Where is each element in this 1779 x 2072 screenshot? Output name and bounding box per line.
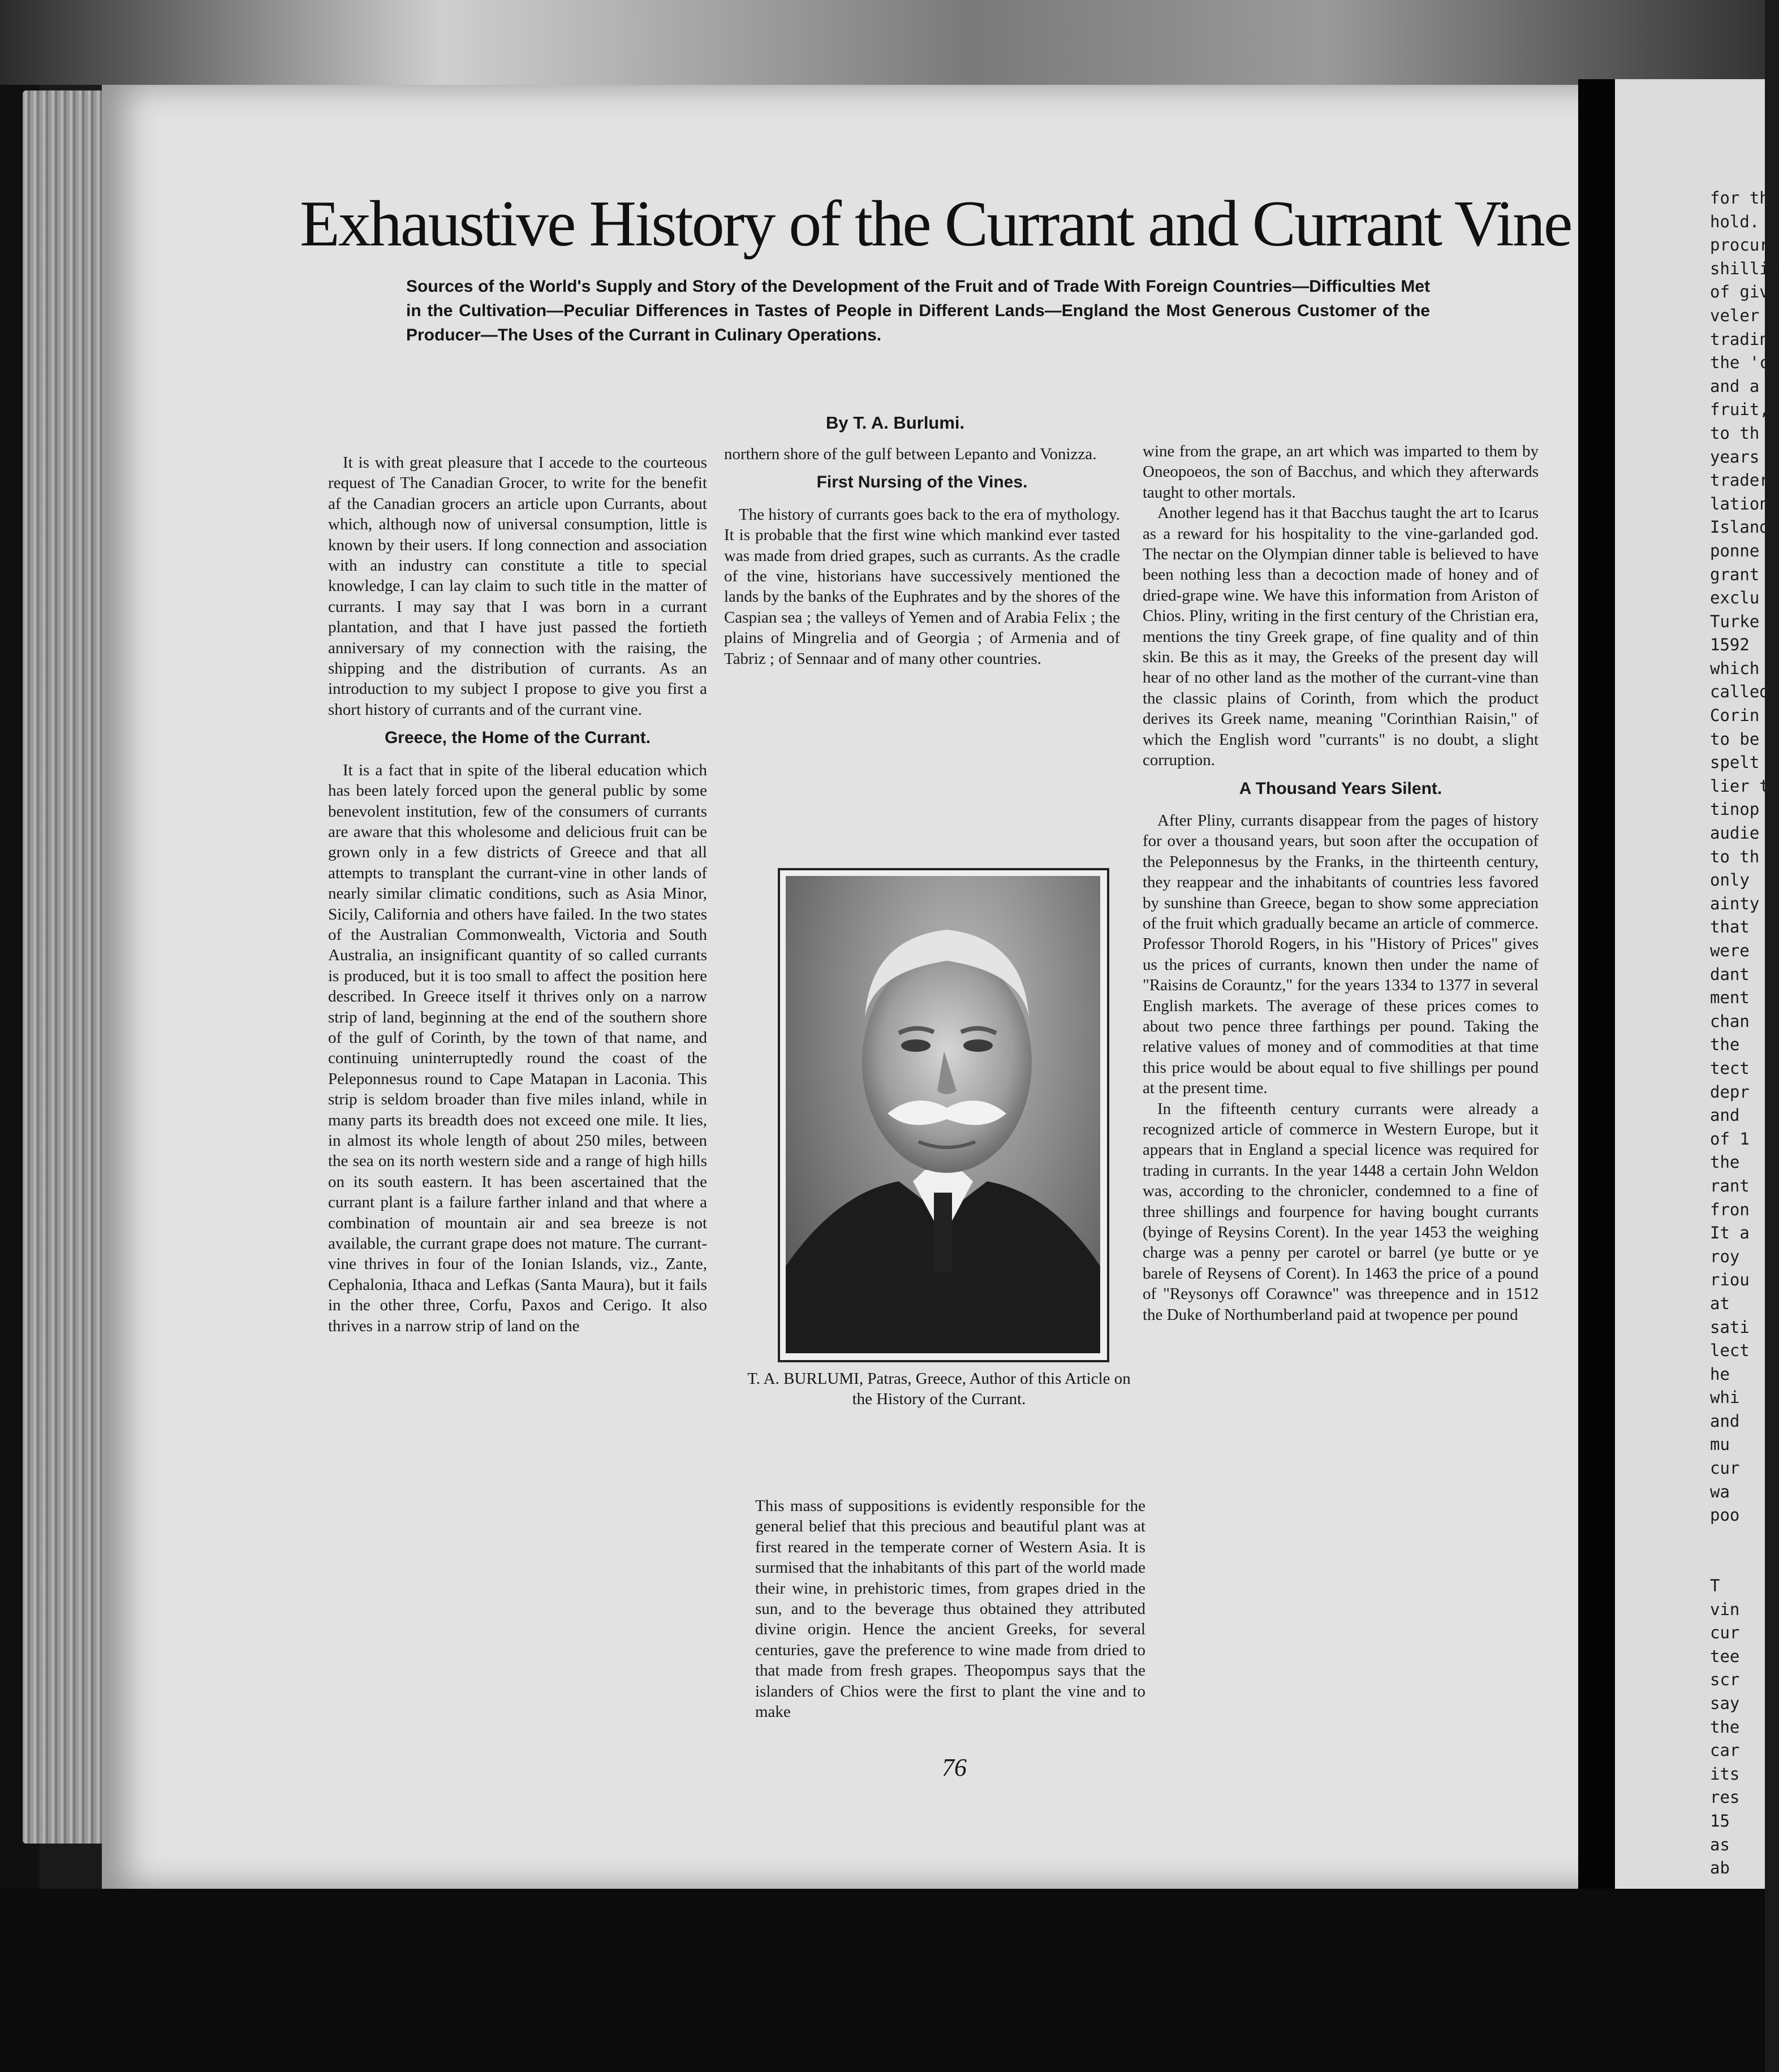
column-3 — [1143, 441, 1539, 1325]
section-heading: Greece, the Home of the Currant. — [384, 728, 651, 748]
article-headline: Exhaustive History of the Currant and Currant Vine — [300, 188, 1571, 260]
paragraph: In the fifteenth century currants were already a recognized article of commerce in Western Europe, but it appears that in England a special licence was required for trading in currants. In the year 1448 a certain John Weldon was, according to the chronicler, condemned to a fine of three shillings and fourpence for having bought currants (byinge of Reysins Corent). In the year 1453 the weighing charge was a penny per carotel or barrel (ye butte or ye barele of Reysens of Corent). In 1463 the price of a pound of "Reysonys off Corawnce" was threepence and in 1512 the Duke of Northumberland paid at twopence per pound — [1143, 1099, 1539, 1324]
photo-caption: T. A. BURLUMI, Patras, Greece, Author of this Article on the History of the Currant. — [747, 1370, 1131, 1408]
article-byline: By T. A. Burlumi. — [826, 413, 965, 433]
paragraph: northern shore of the gulf between Lepanto and Vonizza. — [724, 445, 1097, 463]
scan-background-bottom — [0, 1889, 1765, 2072]
portrait-illustration — [786, 876, 1100, 1353]
paragraph: This mass of suppositions is evidently responsible for the general belief that this precious and beautiful plant was at first reared in the temperate corner of Western Asia. It is surmised that the inhabitants of this part of the world made their wine, in prehistoric times, from grapes dried in the sun, and to the beverage thus obtained they attributed divine origin. Hence the ancient Greeks, for several centuries, gave the preference to wine made from dried to that made from fresh grapes. Theopompus says that the islanders of Chios were the first to plant the vine and to make — [755, 1497, 1145, 1721]
article-subheadline: Sources of the World's Supply and Story of the Development of the Fruit and of Trade With Foreign Countries—Difficulties Met in the Cultivation—Peculiar Differences in Tastes of People in Different Lands—England the Most Generous Customer of the Producer—The Uses of the Currant in Culinary Operations. — [406, 277, 1430, 344]
paragraph: After Pliny, currants disappear from the pages of history for over a thousand years, but soon after the occupation of the Peleponnesus by the Franks, in the thirteenth century, they reappear and the inhabitants of countries less favored by sunshine than Greece, began to show some appreciation of the fruit which gradually became an article of commerce. Professor Thorold Rogers, in his "History of Prices" gives us the prices of currants, known then under the name of "Raisins de Corauntz," for the years 1334 to 1377 in several English markets. The average of these prices comes to about two pence three farthings per pound. Taking the relative values of money and of commodities at that time this price would be about equal to five shillings per pound at the present time. — [1143, 811, 1539, 1098]
facing-page — [1615, 79, 1779, 1917]
paragraph: wine from the grape, an art which was imparted to them by Oneopoeos, the son of Bacchus, and which they afterwards taught to other mortals. — [1143, 442, 1539, 502]
column-1 — [328, 452, 707, 1336]
portrait-photo-frame — [778, 868, 1109, 1362]
section-heading: First Nursing of the Vines. — [816, 473, 1028, 492]
paragraph: Another legend has it that Bacchus taught the art to Icarus as a reward for his hospitality to the vine-garlanded god. The nectar on the Olympian dinner table is believed to have been nothing less than a decoction made of honey and of dried-grape wine. We have this information from Ariston of Chios. Pliny, writing in the first century of the Christian era, mentions the tiny Greek grape, of fine quality and of thin skin. Be this as it may, the Greeks of the present day will hear of no other land as the mother of the currant-vine than the classic plains of Corinth, from which the product derives its Greek name, meaning "Corinthian Raisin," of which the English word "currants" is no doubt, a slight corruption. — [1143, 504, 1539, 770]
page-number: 76 — [942, 1754, 967, 1781]
author-portrait-photo — [786, 876, 1100, 1353]
paragraph: It is a fact that in spite of the liberal education which has been lately forced upon the general public by some benevolent institution, few of the consumers of currants are aware that this wholesome and delicious fruit can be grown only in a few districts of Greece and that all attempts to transplant the currant-vine in other lands of nearly similar climatic conditions, such as Asia Minor, Sicily, California and others have failed. In the two states of the Australian Commonwealth, Victoria and South Australia, an insignificant quantity of so called currants is produced, but it is too small to affect the position here described. In Greece itself it thrives only on a narrow strip of land, beginning at the end of the southern shore of the gulf of Corinth, by the town of that name, and continuing uninterruptedly round the coast of the Peleponnesus round to Cape Matapan in Laconia. This strip is seldom broader than five miles inland, while in many parts its breadth does not exceed one mile. It lies, in almost its whole length of about 250 miles, between the sea on its north western side and a range of high hills on its south eastern. It has been ascertained that the currant plant is a failure farther inland and that where a combination of mountain air and sea breeze is not available, the currant grape does not mature. The currant-vine thrives in four of the Ionian Islands, viz., Zante, Cephalonia, Ithaca and Lefkas (Santa Maura), but it fails in the other three, Corfu, Paxos and Cerigo. It also thrives in a narrow strip of land on the — [328, 761, 707, 1335]
paragraph: It is with great pleasure that I accede to the courteous request of The Canadian Grocer, to write for the benefit af the Canadian grocers an article upon Currants, about which, although now of universal consumption, little is known by their users. If long connection and association with an industry can constitute a title to special knowledge, I can lay claim to such title in the matter of currants. I may say that I was born in a currant plantation, and that I have just passed the fortieth anniversary of my connection with the raising, the shipping and the distribution of currants. As an introduction to my subject I propose to give you first a short history of currants and of the currant vine. — [328, 454, 707, 719]
paragraph: The history of currants goes back to the era of mythology. It is probable that the first wine which mankind ever tasted was made from dried grapes, such as currants. As the cradle of the vine, historians have successively mentioned the lands by the banks of the Euphrates and by the shores of the Caspian sea ; the valleys of Yemen and of Arabia Felix ; the plains of Mingrelia and of Georgia ; of Armenia and of Tabriz ; of Sennaar and of many other countries. — [724, 505, 1120, 668]
column-2-lower — [755, 1496, 1145, 1722]
scan-background-top — [0, 0, 1765, 85]
section-heading: A Thousand Years Silent. — [1239, 779, 1442, 798]
column-2 — [724, 444, 1120, 669]
book-gutter — [1578, 79, 1618, 1917]
facing-page-text: for th hold. procur shillin of giv veler tradin the 'c and a fruit, to th years trader lation Island ponne grant exclu Turke 1592 which called Corin to be spelt lier t tinop audie to th only ainty that were dant ment chan the tect depr and of 1 the rant fron It a roy riou at sati lect he whi and mu cur wa poo T vin cur tee scr say the car its res 15 as ab — [1710, 188, 1779, 1878]
